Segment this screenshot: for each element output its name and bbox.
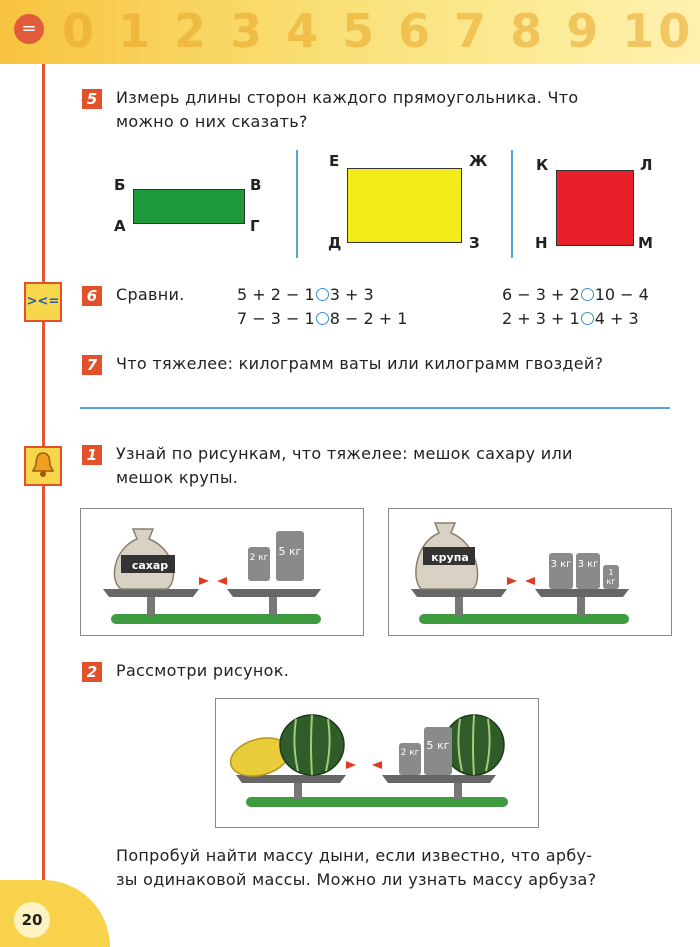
compare-row-2-right: [502, 309, 639, 328]
expr-a: 2 + 3 + 1: [502, 309, 580, 328]
task-2-question-line2: зы одинаковой массы. Можно ли узнать массу арбуза?: [116, 870, 597, 889]
bag-label-sugar: сахар: [131, 559, 169, 572]
rect2-label-br: З: [469, 234, 480, 252]
divider-1: [296, 150, 298, 258]
expr-b: 3 + 3: [329, 285, 374, 304]
scale-post-right: [269, 595, 277, 615]
task-5-text-line2: можно о них сказать?: [116, 112, 308, 131]
page-header-band: [0, 0, 700, 64]
weight-2kg: 2 кг: [248, 547, 270, 581]
task-6-label: Сравни.: [116, 285, 185, 304]
scale-post-left: [455, 595, 463, 615]
rect2-label-tl: Е: [329, 152, 340, 170]
pointer-left: [346, 761, 356, 769]
task-6-number: 6: [82, 286, 102, 306]
weight-5kg: 5 кг: [424, 727, 452, 775]
pan-right: [382, 775, 496, 783]
divider-2: [511, 150, 513, 258]
task-2-text: Рассмотри рисунок.: [116, 661, 290, 680]
expr-b: 4 + 3: [594, 309, 639, 328]
rect1-label-br: Г: [250, 217, 260, 235]
expr-a: 7 − 3 − 1: [237, 309, 315, 328]
compare-row-1-right: [502, 285, 649, 304]
bell-icon: [24, 446, 62, 486]
pan-left: [103, 589, 199, 597]
scale-base: [419, 614, 629, 624]
rect2-label-bl: Д: [328, 234, 342, 252]
expr-b: 8 − 2 + 1: [329, 309, 408, 328]
compare-circle[interactable]: [581, 312, 594, 325]
green-rectangle: [133, 189, 245, 224]
task-7-text: Что тяжелее: килограмм ваты или килограмм гвоздей?: [116, 354, 604, 373]
yellow-rectangle: [347, 168, 462, 243]
rect3-label-tr: Л: [640, 156, 653, 174]
weight-1kg: 1 кг: [603, 565, 619, 589]
expr-a: 6 − 3 + 2: [502, 285, 580, 304]
weight-2kg: 2 кг: [399, 743, 421, 775]
compare-circle[interactable]: [581, 288, 594, 301]
rect3-label-bl: Н: [535, 234, 548, 252]
pointer-right: [525, 577, 535, 585]
scale-base: [246, 797, 508, 807]
expr-a: 5 + 2 − 1: [237, 285, 315, 304]
rect1-label-bl: А: [114, 217, 126, 235]
rect1-label-tr: В: [250, 176, 262, 194]
page-number: 20: [14, 902, 50, 938]
pointer-left: [507, 577, 517, 585]
margin-line: [42, 64, 45, 947]
logo-icon: =: [14, 14, 44, 44]
scale-post-left: [147, 595, 155, 615]
task-1-text-line2: мешок крупы.: [116, 468, 239, 487]
compare-row-2-left: [237, 309, 407, 328]
compare-circle[interactable]: [316, 288, 329, 301]
pan-left: [411, 589, 507, 597]
red-square: [556, 170, 634, 246]
pointer-right: [217, 577, 227, 585]
task-1-text-line1: Узнай по рисункам, что тяжелее: мешок сахару или: [116, 444, 573, 463]
rect3-label-br: М: [638, 234, 653, 252]
scale-base: [111, 614, 321, 624]
header-digits: 0 1 2 3 4 5 6 7 8 9 10: [62, 4, 695, 58]
scale-post-right: [577, 595, 585, 615]
expr-b: 10 − 4: [594, 285, 649, 304]
task-2-number: 2: [82, 662, 102, 682]
task-2-question-line1: Попробуй найти массу дыни, если известно, что арбу-: [116, 846, 593, 865]
bag-label-grain: крупа: [431, 551, 469, 564]
weight-3kg-a: 3 кг: [549, 553, 573, 589]
rect2-label-tr: Ж: [469, 152, 488, 170]
rect1-label-tl: Б: [114, 176, 126, 194]
weight-3kg-b: 3 кг: [576, 553, 600, 589]
scale-scene-sugar: [80, 508, 364, 636]
task-5-number: 5: [82, 89, 102, 109]
scale-scene-grain: [388, 508, 672, 636]
scale-scene-melon: [215, 698, 539, 828]
weight-5kg: 5 кг: [276, 531, 304, 581]
task-7-number: 7: [82, 355, 102, 375]
pointer-right: [372, 761, 382, 769]
task-1-number: 1: [82, 445, 102, 465]
pan-right: [535, 589, 629, 597]
compare-signs-icon: ><=: [24, 282, 62, 322]
pan-right: [227, 589, 321, 597]
task-5-text-line1: Измерь длины сторон каждого прямоугольника. Что: [116, 88, 579, 107]
compare-row-1-left: [237, 285, 374, 304]
compare-circle[interactable]: [316, 312, 329, 325]
pointer-left: [199, 577, 209, 585]
section-divider: [80, 407, 670, 409]
rect3-label-tl: К: [536, 156, 549, 174]
